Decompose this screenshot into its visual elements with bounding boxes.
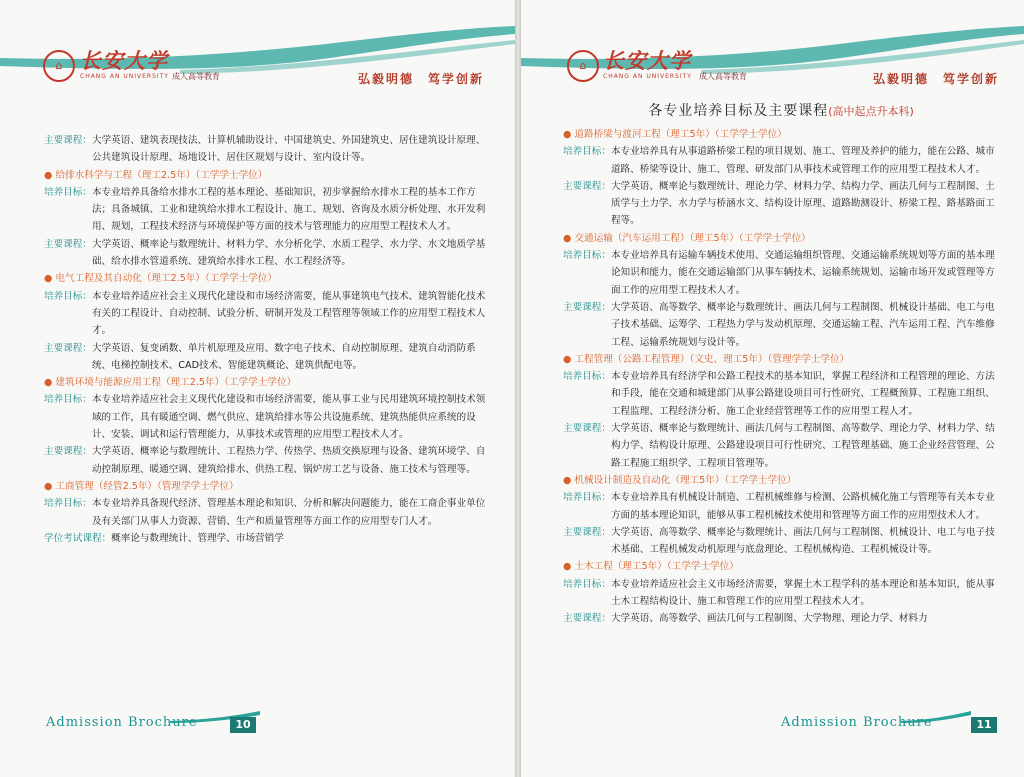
program-heading [563, 230, 1003, 247]
footer-title: Admission Brochure [46, 715, 198, 730]
field-text: 大学英语、概率论与数理统计、材料力学、水分析化学、水质工程学、水力学、水文地质学基础、给水排水管道系统、建筑给水排水工程、水工程经济等。 [91, 238, 486, 268]
left-header [0, 0, 515, 100]
right-header [521, 0, 1024, 100]
motto: 弘毅明德 笃学创新 [873, 72, 1000, 86]
footer-title: Admission Brochure [781, 715, 933, 730]
program-heading [44, 167, 491, 184]
field-text: 大学英语、高等数学、概率论与数理统计、画法几何与工程制图、机械设计、电工与电子技术基础、工程机械发动机原理与底盘理论、工程机械构造、工程机械设计等。 [610, 526, 995, 556]
bullet-icon: ● [563, 561, 575, 573]
program-heading [563, 472, 1003, 489]
page-number: 10 [230, 717, 256, 733]
field-text: 本专业培养具备现代经济、管理基本理论和知识、分析和解决问题能力，能在工商企事业单位及有关部门从事人力资源、营销、生产和质量管理等方面工作的应用型专门人才。 [91, 498, 486, 527]
field-text: 概率论与数理统计、管理学、市场营销学 [111, 532, 284, 544]
brand-name-en: CHANG AN UNIVERSITY [603, 73, 692, 80]
motto: 弘毅明德 笃学创新 [358, 72, 485, 86]
program-heading-text: 交通运输（汽车运用工程）（理工5年）（工学学士学位） [574, 232, 811, 244]
university-seal-icon: ⌂ [567, 50, 599, 82]
page-title [591, 100, 971, 120]
field-label: 培养目标： [44, 394, 92, 406]
program-field [563, 610, 1003, 627]
edu-label: 成人高等教育 [699, 72, 747, 81]
program-field [563, 299, 1003, 351]
program-heading [563, 351, 1003, 368]
program-field [44, 530, 491, 547]
field-label: 培养目标： [44, 498, 92, 510]
brand-name-en: CHANG AN UNIVERSITY [80, 73, 169, 80]
field-label: 主要课程： [44, 135, 92, 146]
field-text: 大学英语、复变函数、单片机原理及应用、数字电子技术、自动控制原理、建筑自动消防系统、电梯控制技术、CAD技术、智能建筑概论、建筑供配电等。 [91, 342, 476, 371]
field-text: 本专业培养适应社会主义市场经济需要，掌握土木工程学科的基本理论和基本知识，能从事土木工程结构设计、施工和管理工作的应用型工程技术人才。 [610, 578, 995, 608]
bullet-icon: ● [563, 232, 575, 244]
edu-label: 成人高等教育 [172, 72, 220, 81]
field-label: 培养目标： [44, 290, 92, 302]
program-field [44, 391, 491, 443]
field-label: 主要课程： [563, 423, 611, 435]
field-label: 培养目标： [563, 578, 611, 590]
field-text: 大学英语、概率论与数理统计、理论力学、材料力学、结构力学、画法几何与工程制图、土质学与土力学、水力学与桥涵水文、结构设计原理、道路勘测设计、桥梁工程、路基路面工程等。 [610, 180, 995, 227]
field-text: 大学英语、概率论与数理统计、画法几何与工程制图、高等数学、理论力学、材料力学、结构力学、结构设计原理、公路建设项目可行性研究、工程管理基础、施工企业经营管理、公路工程施工组织学、工程项目管理等。 [610, 423, 995, 469]
program-field [44, 132, 491, 167]
bullet-icon: ● [563, 474, 575, 486]
program-heading-text: 给排水科学与工程（理工2.5年）（工学学士学位） [55, 169, 268, 181]
field-label: 主要课程： [44, 238, 92, 250]
field-label: 培养目标： [563, 492, 611, 504]
field-label: 培养目标： [44, 186, 92, 198]
program-heading-text: 工商管理（经管2.5年）（管理学学士学位） [55, 480, 239, 492]
bullet-icon: ● [44, 480, 56, 492]
field-label: 主要课程： [563, 301, 611, 313]
left-content [44, 132, 491, 547]
program-heading-text: 工程管理（公路工程管理）（文史、理工5年）（管理学学士学位） [574, 353, 850, 365]
program-heading [44, 374, 491, 391]
program-heading-text: 道路桥梁与渡河工程（理工5年）（工学学士学位） [574, 129, 787, 140]
field-label: 主要课程： [44, 342, 92, 354]
program-heading-text: 电气工程及其自动化（理工2.5年）（工学学士学位） [55, 273, 277, 285]
field-label: 主要课程： [44, 446, 92, 458]
program-heading [44, 478, 491, 495]
program-field [44, 236, 491, 271]
program-heading [563, 558, 1003, 575]
program-heading-text: 机械设计制造及自动化（理工5年）（工学学士学位） [574, 474, 797, 486]
right-page [521, 0, 1024, 777]
field-text: 本专业培养具有运输车辆技术使用、交通运输组织管理、交通运输系统规划等方面的基本理论知识和能力，能在交通运输部门从事车辆技术、运输系统规划、运输市场开发或管理等方面工作的应用型工程技术人才。 [610, 250, 995, 296]
field-text: 本专业培养具备给水排水工程的基本理论、基础知识，初步掌握给水排水工程的基本工作方法；具备城镇、工业和建筑给水排水工程设计、施工、规划、咨询及水质分析处理、水开发利用、规划，工程技术经济与环境保护等方面的技术与管理能力的应用型工程技术人才。 [91, 186, 486, 233]
bullet-icon: ● [44, 377, 56, 389]
field-text: 本专业培养适应社会主义现代化建设和市场经济需要，能从事工业与民用建筑环境控制技术领域的工作，具有暖通空调、燃气供应、建筑给排水等公共设施系统、建筑热能供应系统的设计、安装、调试和运行管理能力，从事技术或管理的应用型工程技术人才。 [91, 394, 486, 441]
program-field [44, 184, 491, 236]
university-seal-icon: ⌂ [43, 50, 75, 82]
field-label: 培养目标： [563, 146, 611, 158]
field-label: 主要课程： [563, 613, 611, 625]
field-text: 本专业培养具有机械设计制造、工程机械维修与检测、公路机械化施工与管理等有关本专业方面的基本理论知识，能够从事工程机械技术使用和管理等方面工作的应用型技术人才。 [610, 492, 995, 521]
program-field [563, 420, 1003, 472]
bullet-icon: ● [563, 129, 575, 140]
brand-name: 长安大学 [80, 48, 168, 73]
field-text: 大学英语、高等数学、画法几何与工程制图、大学物理、理论力学、材料力 [610, 613, 928, 625]
program-field [44, 495, 491, 530]
field-text: 大学英语、高等数学、概率论与数理统计、画法几何与工程制图、机械设计基础、电工与电子技术基础、运筹学、工程热力学与发动机原理、交通运输工程、汽车运用工程、汽车维修工程、运输系统规划与设计等。 [610, 301, 995, 348]
field-text: 本专业培养具有经济学和公路工程技术的基本知识，掌握工程经济和工程管理的理论、方法和手段，能在交通和城建部门从事公路建设项目可行性研究、工程概预算、工程施工组织、工程监理、工程经济分析、施工企业经营管理等工作的应用型工程人才。 [610, 371, 995, 417]
bullet-icon: ● [44, 169, 56, 181]
right-content [563, 126, 1003, 628]
program-heading-text: 建筑环境与能源应用工程（理工2.5年）（工学学士学位） [55, 377, 297, 389]
brand-name: 长安大学 [603, 48, 691, 73]
program-field [563, 143, 1003, 178]
program-field [44, 443, 491, 478]
program-field [44, 340, 491, 375]
program-field [563, 489, 1003, 524]
bullet-icon: ● [44, 273, 56, 285]
field-label: 培养目标： [563, 250, 611, 262]
field-label: 培养目标： [563, 371, 611, 383]
page-title-sub: (高中起点升本科) [828, 105, 914, 118]
program-heading [44, 270, 491, 287]
program-heading [563, 126, 1003, 143]
program-field [563, 524, 1003, 559]
field-label: 主要课程： [563, 526, 611, 538]
field-text: 本专业培养具有从事道路桥梁工程的项目规划、施工、管理及养护的能力，能在公路、城市道路、桥梁等设计、施工、管理、研发部门从事技术或管理工作的应用型工程技术人才。 [610, 146, 995, 175]
bullet-icon: ● [563, 353, 575, 365]
field-text: 大学英语、建筑表现技法、计算机辅助设计、中国建筑史、外国建筑史、居住建筑设计原理、公共建筑设计原理、场地设计、居住区规划与设计、室内设计等。 [91, 135, 486, 164]
program-field [563, 178, 1003, 230]
field-text: 大学英语、概率论与数理统计、工程热力学、传热学、热质交换原理与设备、建筑环境学、自动控制原理、暖通空调、建筑给排水、供热工程、锅炉房工艺与设备、施工技术与管理等。 [91, 446, 486, 475]
page-title-main: 各专业培养目标及主要课程 [648, 103, 829, 119]
program-field [563, 247, 1003, 299]
field-label: 主要课程： [563, 180, 611, 192]
field-text: 本专业培养适应社会主义现代化建设和市场经济需要，能从事建筑电气技术、建筑智能化技术有关的工程设计、自动控制、试验分析、研制开发及工程管理等领域工作的应用型工程技术人才。 [91, 290, 486, 337]
program-field [563, 576, 1003, 611]
program-heading-text: 土木工程（理工5年）（工学学士学位） [574, 561, 739, 573]
field-label: 学位考试课程： [44, 532, 112, 544]
page-number: 11 [971, 717, 997, 733]
program-field [563, 368, 1003, 420]
program-field [44, 288, 491, 340]
